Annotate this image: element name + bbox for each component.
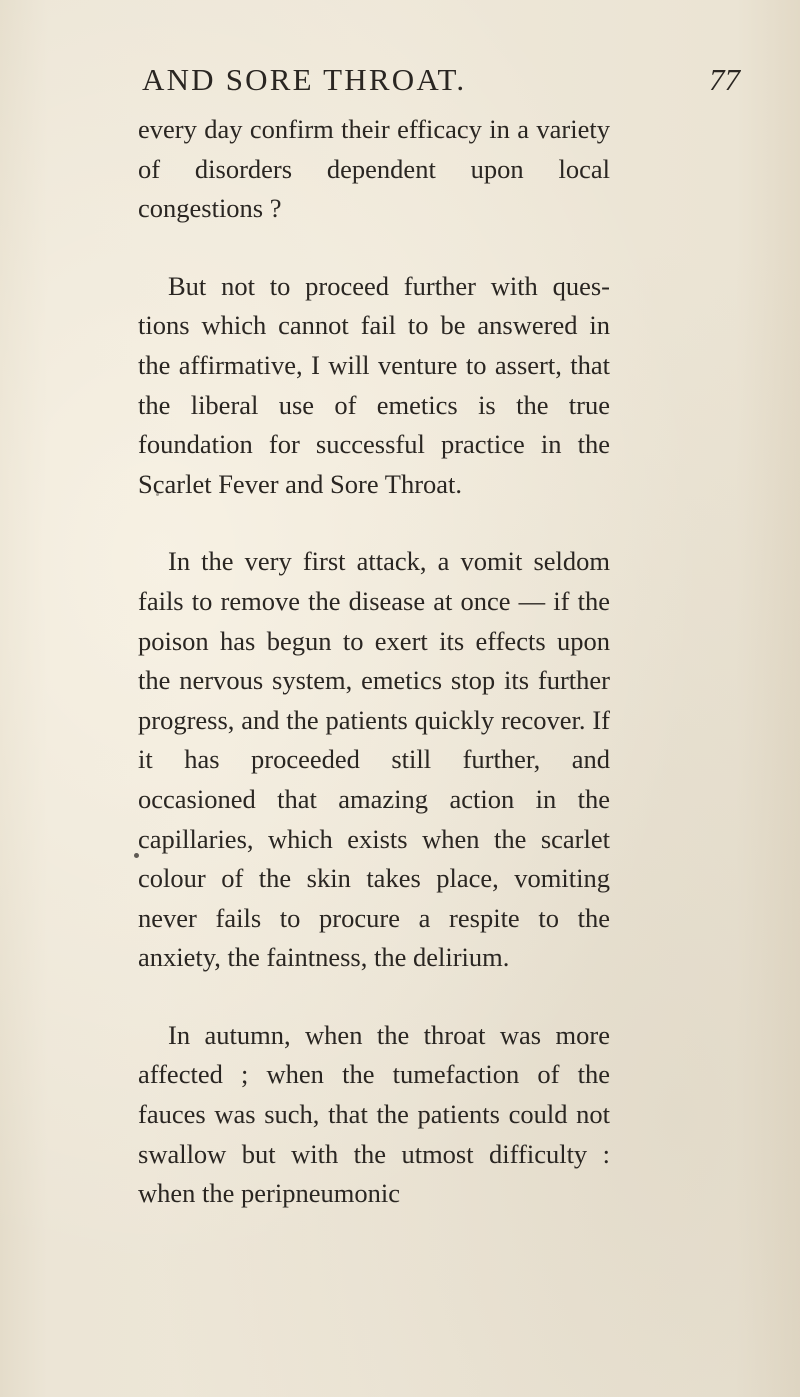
paragraph-3: In the very first attack, a vomit seldom fails to remove the disease at once — if the poison has begun to exert its effects upon the nervous system, emetics stop its further progress, and the patients quickly recover. If it has proceeded still further, and occasioned that amazing action in the capillaries, which exists when the scarlet colour of the skin takes place, vomiting never fails to procure a respite to the anxiety, the faintness, the delirium. (138, 546, 610, 973)
running-head (0, 62, 800, 102)
ink-fleck (156, 493, 159, 496)
ink-fleck (134, 853, 139, 858)
running-title: AND SORE THROAT. (142, 62, 467, 97)
paragraph-2: But not to proceed further with ques- tions which cannot fail to be answered in the affirmative, I will venture to assert, that the liberal use of emetics is the true foundation for successful practice in the Scarlet Fever and Sore Throat. (138, 270, 610, 499)
paragraph-4: In autumn, when the throat was more affected ; when the tumefaction of the fauces was such, that the patients could not swallow but with the utmost difficulty : when the peripneumonic (138, 1019, 610, 1209)
body-text (138, 110, 610, 1214)
paragraph-1: every day confirm their efficacy in a variety of disorders dependent upon local congestions ? (138, 114, 610, 224)
page-number: 77 (709, 62, 740, 97)
